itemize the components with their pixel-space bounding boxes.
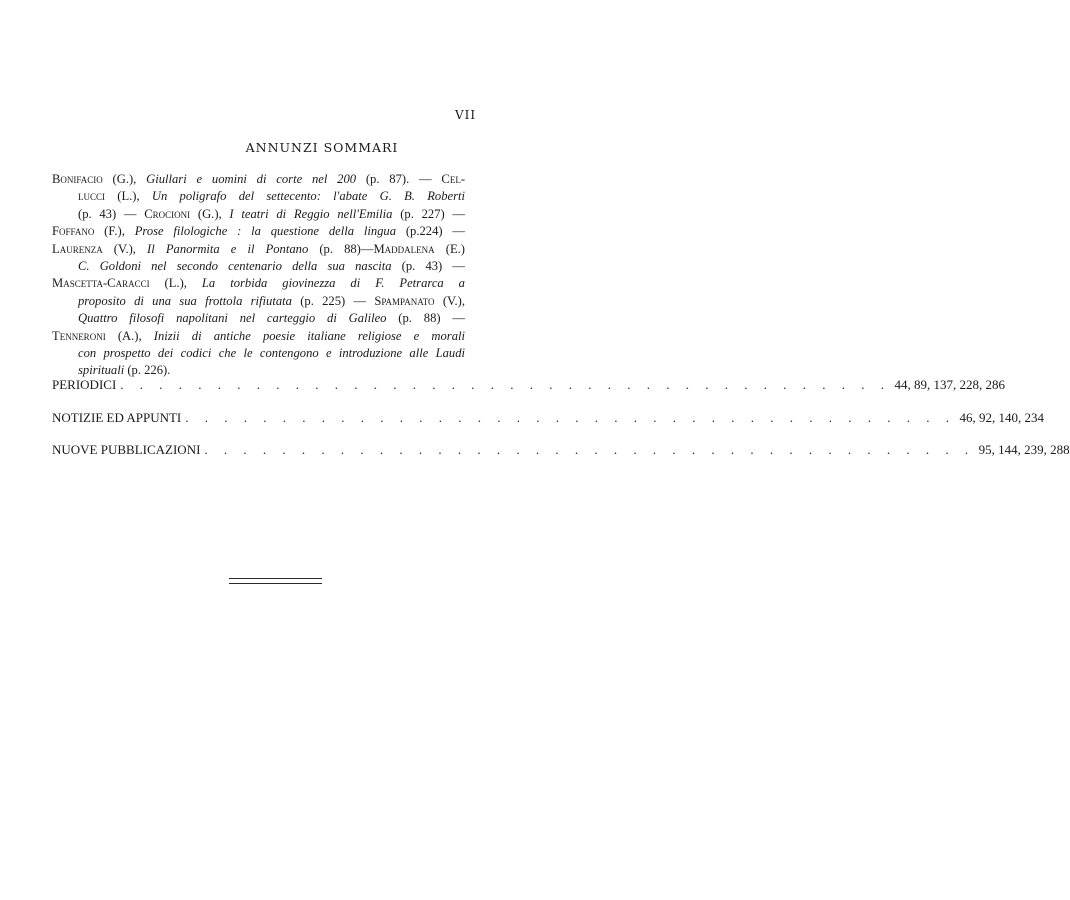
work-title: con prospetto dei codici che le contengono e introduzione alle Laudi (78, 346, 465, 361)
entry-text: (p. 87). — (356, 172, 442, 186)
author-name: Crocioni (144, 206, 191, 221)
toc-label: NOTIZIE ED APPUNTI (52, 410, 182, 425)
work-title: La torbida giovinezza di F. Petrarca a (201, 276, 465, 291)
entry-text: (G.), (190, 206, 230, 221)
work-title: spirituali (78, 363, 125, 378)
annunzi-sommari-list (52, 171, 465, 380)
entry-line (52, 310, 465, 327)
author-name: Mascetta-Caracci (52, 276, 150, 291)
entry-text: (p. 43) — (391, 259, 465, 274)
author-name: Bonifacio (52, 172, 103, 186)
entry-text: (A.), (105, 328, 154, 343)
toc-row-nuove-pubblicazioni (52, 442, 1070, 458)
entry-text: (p. 88) — (386, 311, 465, 326)
entry-line (52, 188, 465, 205)
entry-line (52, 293, 465, 310)
toc-label: PERIODICI (52, 377, 117, 392)
entry-text: (L.), (105, 189, 152, 204)
entry-text: (V.), (434, 293, 465, 308)
work-title: Un poligrafo del settecento: l'abate G. B. Roberti (151, 189, 465, 204)
work-title: Quattro filosofi napolitani nel carteggio di Galileo (78, 311, 387, 326)
entry-line (52, 328, 465, 345)
entry-text: (p. 225) — (291, 293, 375, 308)
entry-text: (p. 227) — (392, 206, 466, 221)
entry-text: (p. 88)— (308, 241, 374, 256)
toc-pages: 44, 89, 137, 228, 286 (894, 377, 1006, 392)
work-title: Inizii di antiche poesie italiane religiose e morali (153, 328, 465, 343)
work-title: Prose filologiche : la questione della lingua (134, 224, 397, 239)
entry-line (52, 275, 465, 292)
work-title: C. Goldoni nel secondo centenario della sua nascita (78, 259, 392, 274)
work-title: Il Panormita e il Pontano (147, 241, 309, 256)
toc-leader: . . . . . . . . . . . . . . . . . . . . . . . . . . . . . . . . . . . . . . . . (185, 410, 956, 425)
entry-text: (E.) (434, 241, 465, 256)
entry-line (52, 206, 465, 223)
entry-text: (F.), (94, 224, 135, 239)
entry-line (52, 241, 465, 258)
divider-rule (229, 578, 322, 579)
toc-row-periodici (52, 377, 1006, 393)
section-title: ANNUNZI SOMMARI (245, 140, 399, 155)
toc-row-notizie (52, 410, 1045, 426)
work-title: Giullari e uomini di corte nel 200 (146, 172, 357, 186)
author-name: Laurenza (52, 241, 103, 256)
entry-text: (p.224) — (396, 224, 465, 239)
author-name: Spampanato (374, 293, 435, 308)
entry-line (52, 345, 465, 362)
page-number: VII (455, 108, 477, 122)
entry-line (52, 258, 465, 275)
divider-rule (229, 583, 322, 584)
author-name: lucci (78, 189, 105, 204)
entry-text: (L.), (149, 276, 202, 291)
author-name: Foffano (52, 224, 95, 239)
entry-line (52, 223, 465, 240)
toc-leader: . . . . . . . . . . . . . . . . . . . . . . . . . . . . . . . . . . . . . . . . (204, 442, 975, 457)
entry-text: (p. 43) — (78, 206, 145, 221)
entry-text: (V.), (102, 241, 148, 256)
work-title: I teatri di Reggio nell'Emilia (229, 206, 393, 221)
toc-pages: 95, 144, 239, 288 (978, 442, 1070, 457)
author-name: Tenneroni (52, 328, 106, 343)
toc-label: NUOVE PUBBLICAZIONI (52, 442, 201, 457)
author-name: Maddalena (373, 241, 435, 256)
toc-pages: 46, 92, 140, 234 (959, 410, 1045, 425)
toc-leader: . . . . . . . . . . . . . . . . . . . . . . . . . . . . . . . . . . . . . . . . (120, 377, 891, 392)
author-name: Cel- (441, 172, 466, 186)
entry-line (52, 171, 465, 188)
entry-text: (p. 226). (124, 363, 171, 378)
work-title: proposito di una sua frottola rifiutata (78, 293, 292, 308)
entry-text: (G.), (102, 172, 147, 186)
